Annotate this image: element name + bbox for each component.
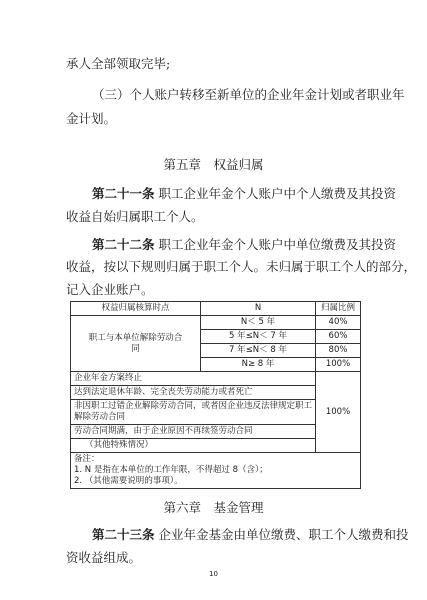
article-21-line1: [92, 185, 396, 202]
header-time-point: 权益归属核算时点: [71, 302, 201, 316]
condition-cell: 企业年金方案终止: [71, 372, 316, 386]
notes-cell: [71, 453, 361, 489]
article-22-line1: [92, 236, 396, 253]
article-23-line1: [92, 526, 409, 543]
para-continuation: 承人全部领取完毕;: [66, 56, 171, 71]
article-22-heading: 第二十二条: [92, 237, 155, 252]
item-3-line2: 金计划。: [66, 111, 117, 126]
item-3-line1: （三）个人账户转移至新单位的企业年金计划或者职业年: [92, 87, 405, 102]
table-row: [71, 316, 361, 330]
article-21-text: 职工企业年金个人账户中个人缴费及其投资: [154, 186, 396, 201]
article-22-text: 职工企业年金个人账户中单位缴费及其投资: [154, 237, 396, 252]
article-22-line2: 收益，按以下规则归属于职工个人。未归属于职工个人的部分，: [66, 259, 417, 274]
article-23-text: 企业年金基金由单位缴费、职工个人缴费和投: [154, 527, 409, 542]
article-21-line2: 收益自始归属职工个人。: [66, 209, 204, 224]
n-cell: N＜ 5 年: [201, 316, 316, 330]
article-21-heading: 第二十一条: [92, 186, 155, 201]
header-ratio: 归属比例: [316, 302, 361, 316]
header-n: N: [201, 302, 316, 316]
n-cell: 5 年≤N＜ 7 年: [201, 330, 316, 344]
note-2: 2. （其他需要说明的事项）。: [74, 476, 183, 486]
vesting-table: [70, 301, 361, 489]
group1-label: 职工与本单位解除劳动合同: [71, 316, 201, 372]
table-row: [71, 372, 361, 386]
chapter-6-title: 第六章 基金管理: [163, 500, 264, 515]
page-number: 10: [209, 570, 218, 578]
pct-cell: 40%: [316, 316, 361, 330]
condition-cell: 达到法定退休年龄、完全丧失劳动能力或者死亡: [71, 386, 316, 400]
article-23-line2: 资收益组成。: [66, 550, 142, 565]
condition-cell: 劳动合同期满，由于企业原因不再续签劳动合同: [71, 425, 316, 439]
table-header-row: [71, 302, 361, 316]
n-cell: 7 年≤N＜ 8 年: [201, 344, 316, 358]
n-cell: N≥ 8 年: [201, 358, 316, 372]
pct-cell: 60%: [316, 330, 361, 344]
pct-cell: 100%: [316, 358, 361, 372]
chapter-5-title: 第五章 权益归属: [163, 157, 264, 172]
article-23-heading: 第二十三条: [92, 527, 155, 542]
condition-cell: 非因职工过错企业解除劳动合同，或者因企业违反法律规定职工解除劳动合同: [71, 400, 316, 425]
pct-cell: 80%: [316, 344, 361, 358]
notes-title: 备注：: [74, 454, 100, 464]
condition-cell: （其他特殊情况）: [71, 439, 316, 453]
note-1: 1. N 是指在本单位的工作年限，不得超过 8（含）；: [74, 465, 268, 475]
table-notes-row: [71, 453, 361, 489]
group2-pct: 100%: [316, 372, 361, 453]
article-22-line3: 记入企业账户。: [66, 282, 154, 297]
